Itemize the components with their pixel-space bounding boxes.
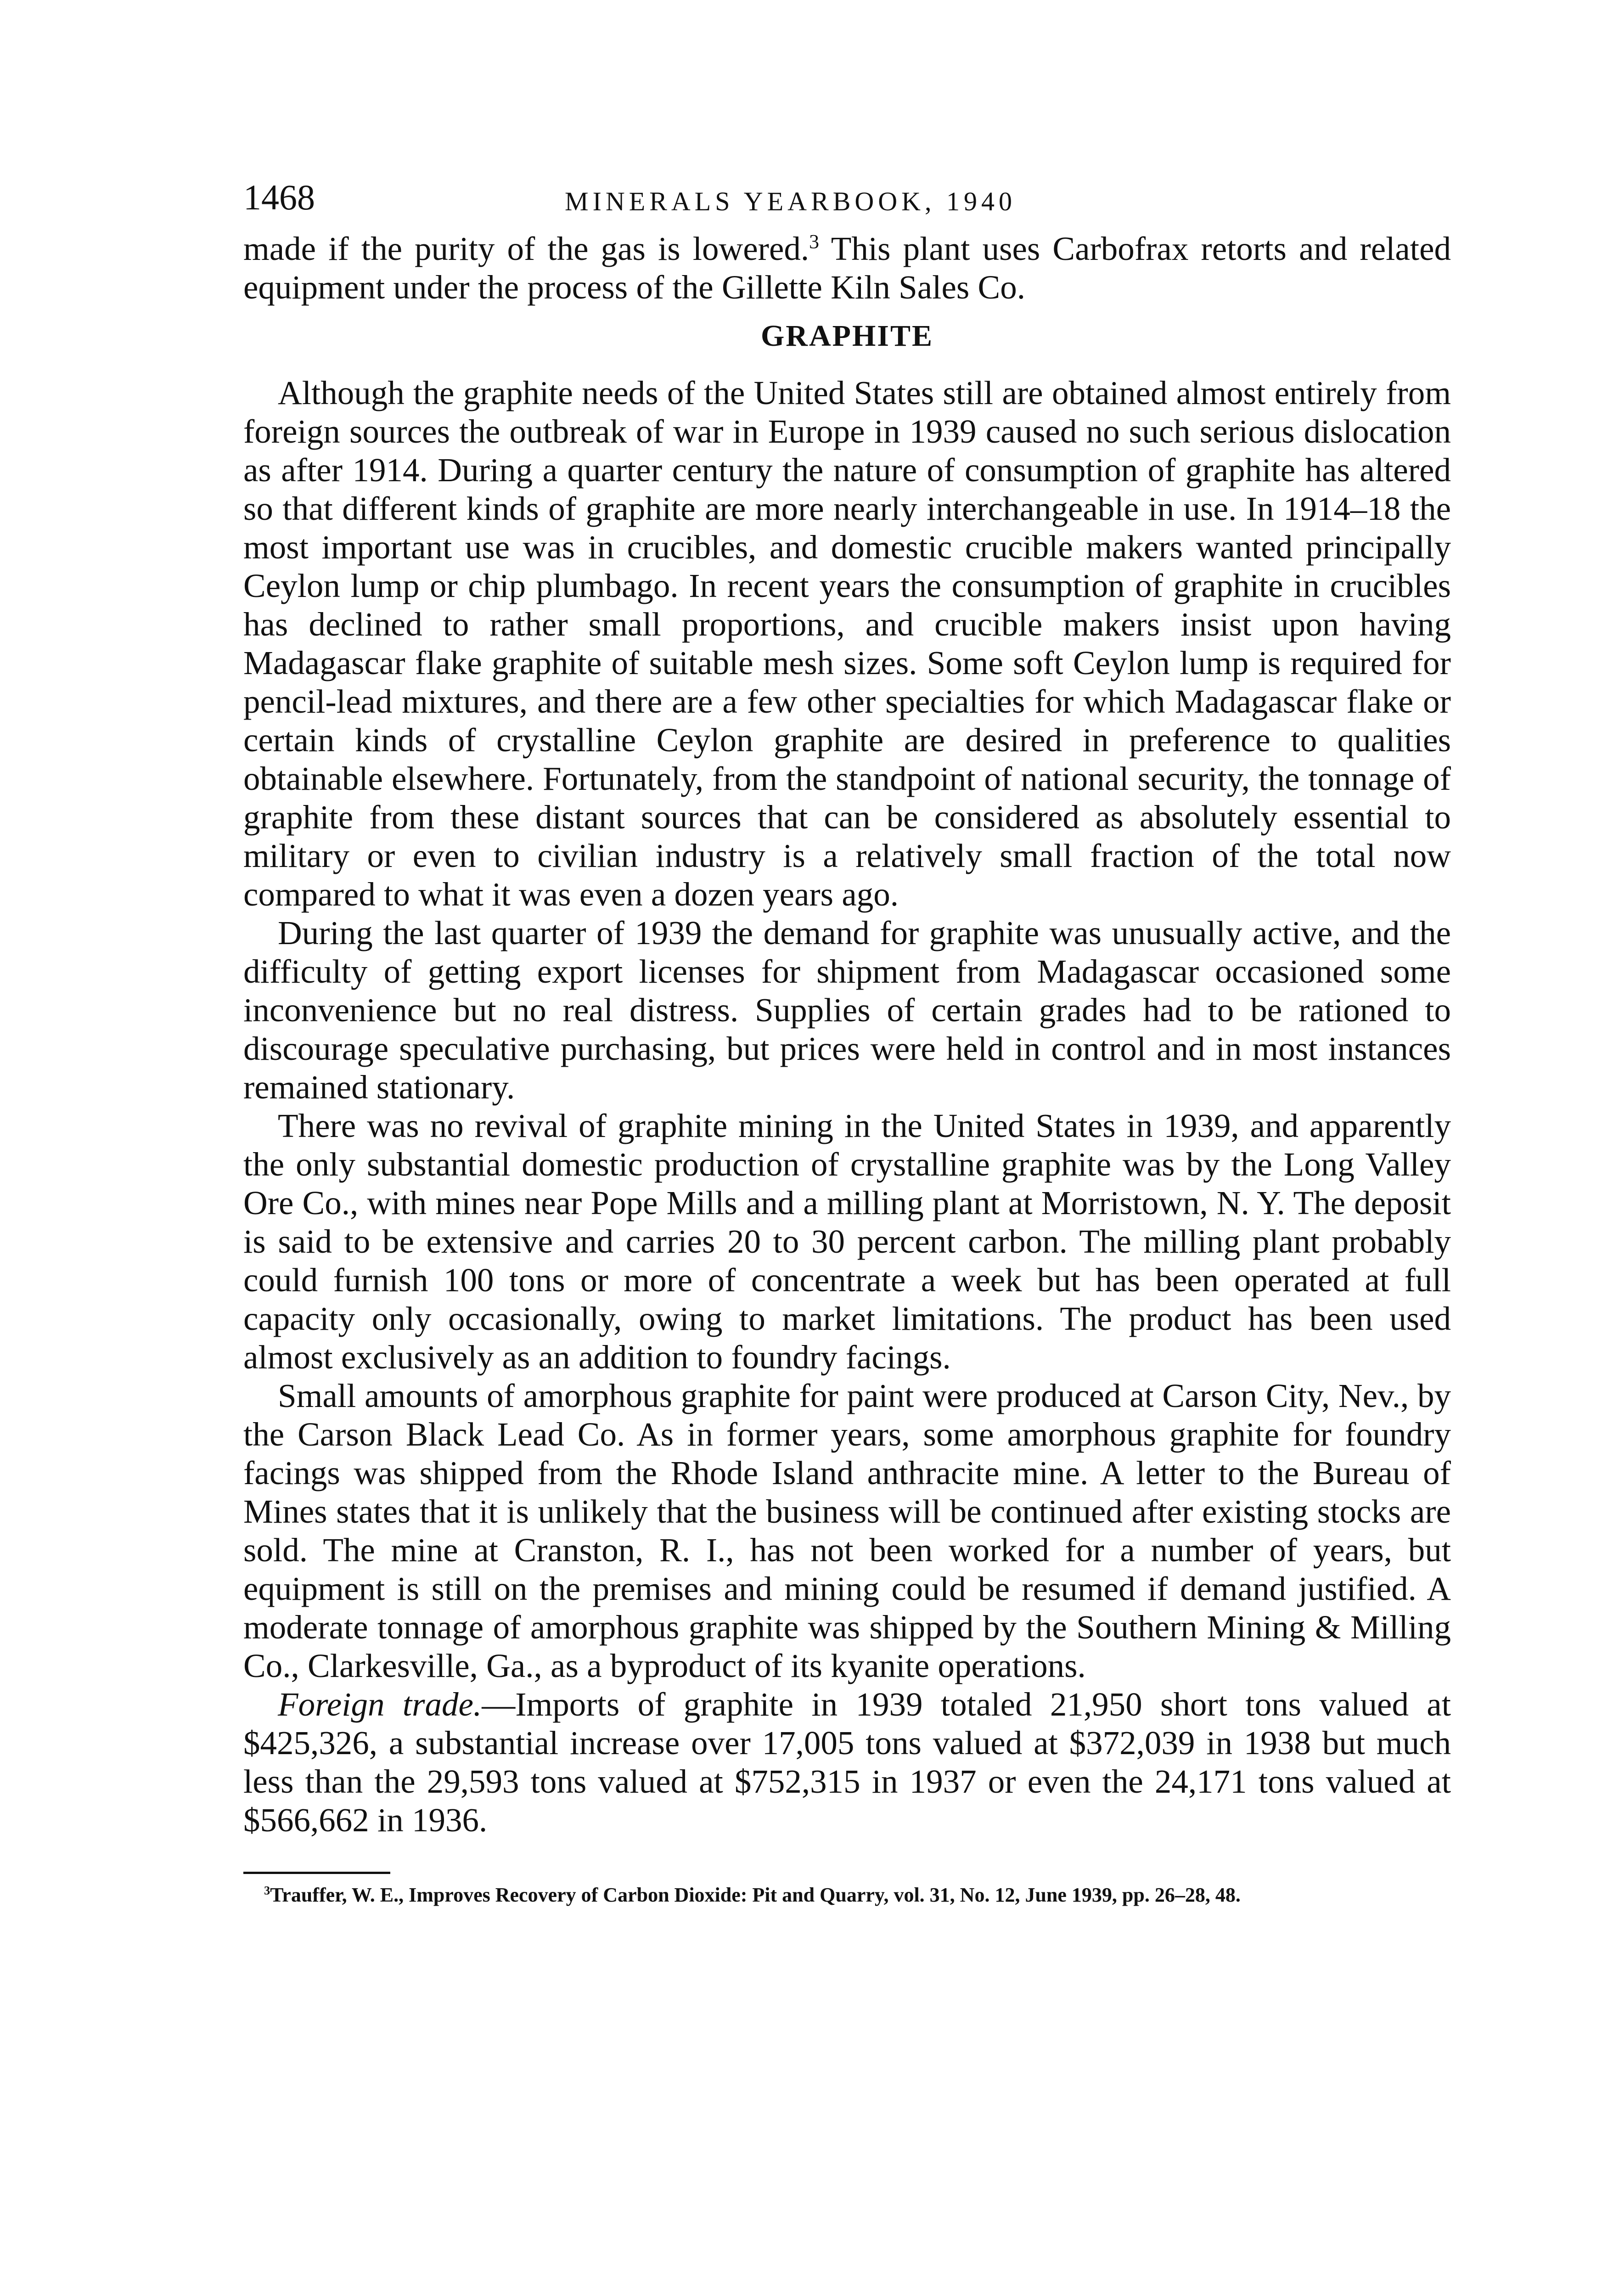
footnote-divider [243,1872,390,1874]
run-in-heading: Foreign trade. [278,1686,482,1723]
foreign-trade-text: —Imports of graphite in 1939 totaled 21,950 short tons valued at $425,326, a substantial increase over 17,005 tons valued at $372,039 in 1938 but much less than the 29,593 tons valued at $752,315 in 1937 or even the 24,171 tons valued at $566,662 in 1936. [243,1686,1451,1839]
intro-text: made if the purity of the gas is lowered. [243,230,809,267]
body-text [243,230,1451,1840]
paragraph: Small amounts of amorphous graphite for paint were produced at Carson City, Nev., by the Carson Black Lead Co. As in former years, some amorphous graphite for foundry facings was shipped from the Rhode Island anthracite mine. A letter to the Bureau of Mines states that it is unlikely that the business will be continued after existing stocks are sold. The mine at Cranston, R. I., has not been worked for a number of years, but equipment is still on the premises and mining could be resumed if demand justified. A moderate tonnage of amorphous graphite was shipped by the Southern Mining & Milling Co., Clarkesville, Ga., as a byproduct of its kyanite operations. [243,1377,1451,1684]
intro-text-after: This plant uses Carbofrax retorts and related equipment under the process of the Gillette Kiln Sales Co. [243,230,1451,306]
section-heading: GRAPHITE [760,319,934,353]
footnote-marker: 3 [264,1883,270,1897]
paragraph: Although the graphite needs of the United States still are obtained almost entirely from foreign sources the outbreak of war in Europe in 1939 caused no such serious dislocation as after 1914. During a quarter century the nature of consumption of graphite has altered so that different kinds of graphite are more nearly interchangeable in use. In 1914–18 the most important use was in crucibles, and domestic crucible makers wanted principally Ceylon lump or chip plumbago. In recent years the consumption of graphite in crucibles has declined to rather small proportions, and crucible makers insist upon having Madagascar flake graphite of suitable mesh sizes. Some soft Ceylon lump is required for pencil-lead mixtures, and there are a few other specialties for which Madagascar flake or certain kinds of crystalline Ceylon graphite are desired in preference to qualities obtainable elsewhere. Fortunately, from the standpoint of national security, the tonnage of graphite from these distant sources that can be considered as absolutely essential to military or even to civilian industry is a relatively small fraction of the total now compared to what it was even a dozen years ago. [243,374,1451,913]
continued-paragraph [243,230,1451,307]
paragraph: During the last quarter of 1939 the demand for graphite was unusually active, and the difficulty of getting export licenses for shipment from Madagascar occasioned some inconvenience but no real distress. Supplies of certain grades had to be rationed to discourage speculative purchasing, but prices were held in control and in most instances remained stationary. [243,914,1451,1106]
document-page [243,174,1451,1907]
page-number: 1468 [243,177,315,217]
footnote [243,1883,1451,1907]
running-header [243,174,1451,230]
paragraph: There was no revival of graphite mining in the United States in 1939, and apparently the only substantial domestic production of crystalline graphite was by the Long Valley Ore Co., with mines near Pope Mills and a milling plant at Morristown, N. Y. The deposit is said to be extensive and carries 20 to 30 percent carbon. The milling plant probably could furnish 100 tons or more of concentrate a week but has been operated at full capacity only occasionally, owing to market limitations. The product has been used almost exclusively as an addition to foundry facings. [243,1107,1451,1376]
footnote-reference: 3 [809,231,819,253]
footnote-text: Trauffer, W. E., Improves Recovery of Carbon Dioxide: Pit and Quarry, vol. 31, No. 12, June 1939, pp. 26–28, 48. [270,1884,1241,1906]
running-title: MINERALS YEARBOOK, 1940 [565,186,1017,216]
foreign-trade-paragraph [243,1685,1451,1840]
